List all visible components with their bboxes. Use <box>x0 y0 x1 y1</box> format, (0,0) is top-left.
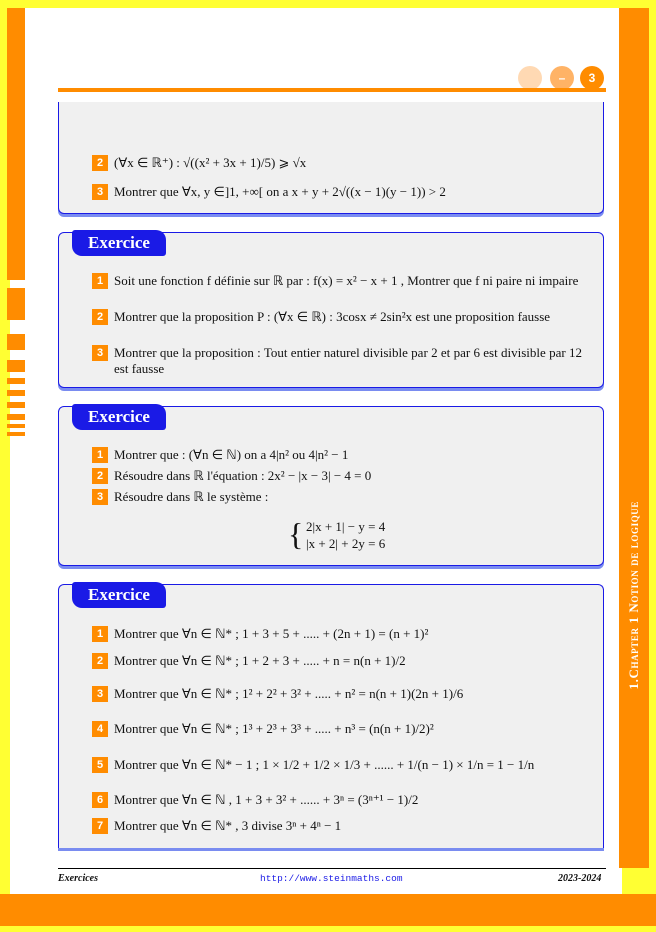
item-text: Montrer que : (∀n ∈ ℕ) on a 4|n² ou 4|n² − 1 <box>114 447 349 462</box>
item-number: 6 <box>92 792 108 808</box>
system-line: |x + 2| + 2y = 6 <box>306 536 386 551</box>
item-number: 1 <box>92 273 108 289</box>
item-number: 2 <box>92 653 108 669</box>
header-line <box>58 88 606 92</box>
item-number: 5 <box>92 757 108 773</box>
item-number: 2 <box>92 468 108 484</box>
item-text: Résoudre dans ℝ le système : <box>114 489 269 504</box>
item-text: Montrer que ∀n ∈ ℕ , 1 + 3 + 3² + ...... + 3ⁿ = (3ⁿ⁺¹ − 1)/2 <box>114 792 419 807</box>
page-dot-decor <box>518 66 542 90</box>
item-text: Montrer que la proposition P : (∀x ∈ ℝ) : 3cosx ≠ 2sin²x est une proposition fausse <box>114 309 551 324</box>
item-text: Soit une fonction f définie sur ℝ par : f(x) = x² − x + 1 , Montrer que f ni paire ni impaire <box>114 273 579 288</box>
item-text: Résoudre dans ℝ l'équation : 2x² − |x − 3| − 4 = 0 <box>114 468 372 483</box>
exercise-label: Exercice <box>72 404 166 430</box>
item-number: 2 <box>92 309 108 325</box>
item-number: 1 <box>92 626 108 642</box>
item-number: 3 <box>92 489 108 505</box>
item-text: Montrer que ∀n ∈ ℕ* − 1 ; 1 × 1/2 + 1/2 × 1/3 + ...... + 1/(n − 1) × 1/n = 1 − 1/n <box>114 757 535 772</box>
item-text: Montrer que ∀x, y ∈]1, +∞[ on a x + y + 2√((x − 1)(y − 1)) > 2 <box>114 184 446 199</box>
item-number: 7 <box>92 818 108 834</box>
exercise-label: Exercice <box>72 582 166 608</box>
item-number: 4 <box>92 721 108 737</box>
footer-url-link[interactable]: http://www.steinmaths.com <box>260 873 403 884</box>
exercise-box <box>58 584 604 850</box>
footer-line <box>58 868 606 869</box>
bottom-band <box>0 894 656 926</box>
item-text: Montrer que ∀n ∈ ℕ* ; 1 + 3 + 5 + ..... + (2n + 1) = (n + 1)² <box>114 626 429 641</box>
exercise-label: Exercice <box>72 230 166 256</box>
item-text: Montrer que ∀n ∈ ℕ* ; 1² + 2² + 3² + ..... + n² = n(n + 1)(2n + 1)/6 <box>114 686 464 701</box>
box-bottom-rule <box>58 848 604 851</box>
right-strip <box>619 8 649 868</box>
left-strip-block <box>7 288 25 320</box>
left-strip <box>7 8 25 280</box>
item-number: 3 <box>92 184 108 200</box>
page-dot-decor: – <box>550 66 574 90</box>
item-number: 3 <box>92 345 108 361</box>
footer-year: 2023-2024 <box>558 873 602 884</box>
item-text: Montrer que ∀n ∈ ℕ* , 3 divise 3ⁿ + 4ⁿ − 1 <box>114 818 342 833</box>
chapter-side-title: 1.Chapter 1 Notion de logique <box>626 500 641 690</box>
item-number: 2 <box>92 155 108 171</box>
left-strip-block <box>7 334 25 350</box>
item-text: Montrer que la proposition : Tout entier naturel divisible par 2 et par 6 est divisible par 12 est fausse <box>114 345 582 376</box>
system-brace: { <box>288 516 304 552</box>
footer-left: Exercices <box>58 873 98 884</box>
item-text: (∀x ∈ ℝ⁺) : √((x² + 3x + 1)/5) ⩾ √x <box>114 155 307 170</box>
item-text: Montrer que ∀n ∈ ℕ* ; 1 + 2 + 3 + ..... + n = n(n + 1)/2 <box>114 653 406 668</box>
item-number: 1 <box>92 447 108 463</box>
item-number: 3 <box>92 686 108 702</box>
page-number: 3 <box>580 66 604 90</box>
item-text: Montrer que ∀n ∈ ℕ* ; 1³ + 2³ + 3³ + ..... + n³ = (n(n + 1)/2)² <box>114 721 434 736</box>
system-line: 2|x + 1| − y = 4 <box>306 519 386 534</box>
